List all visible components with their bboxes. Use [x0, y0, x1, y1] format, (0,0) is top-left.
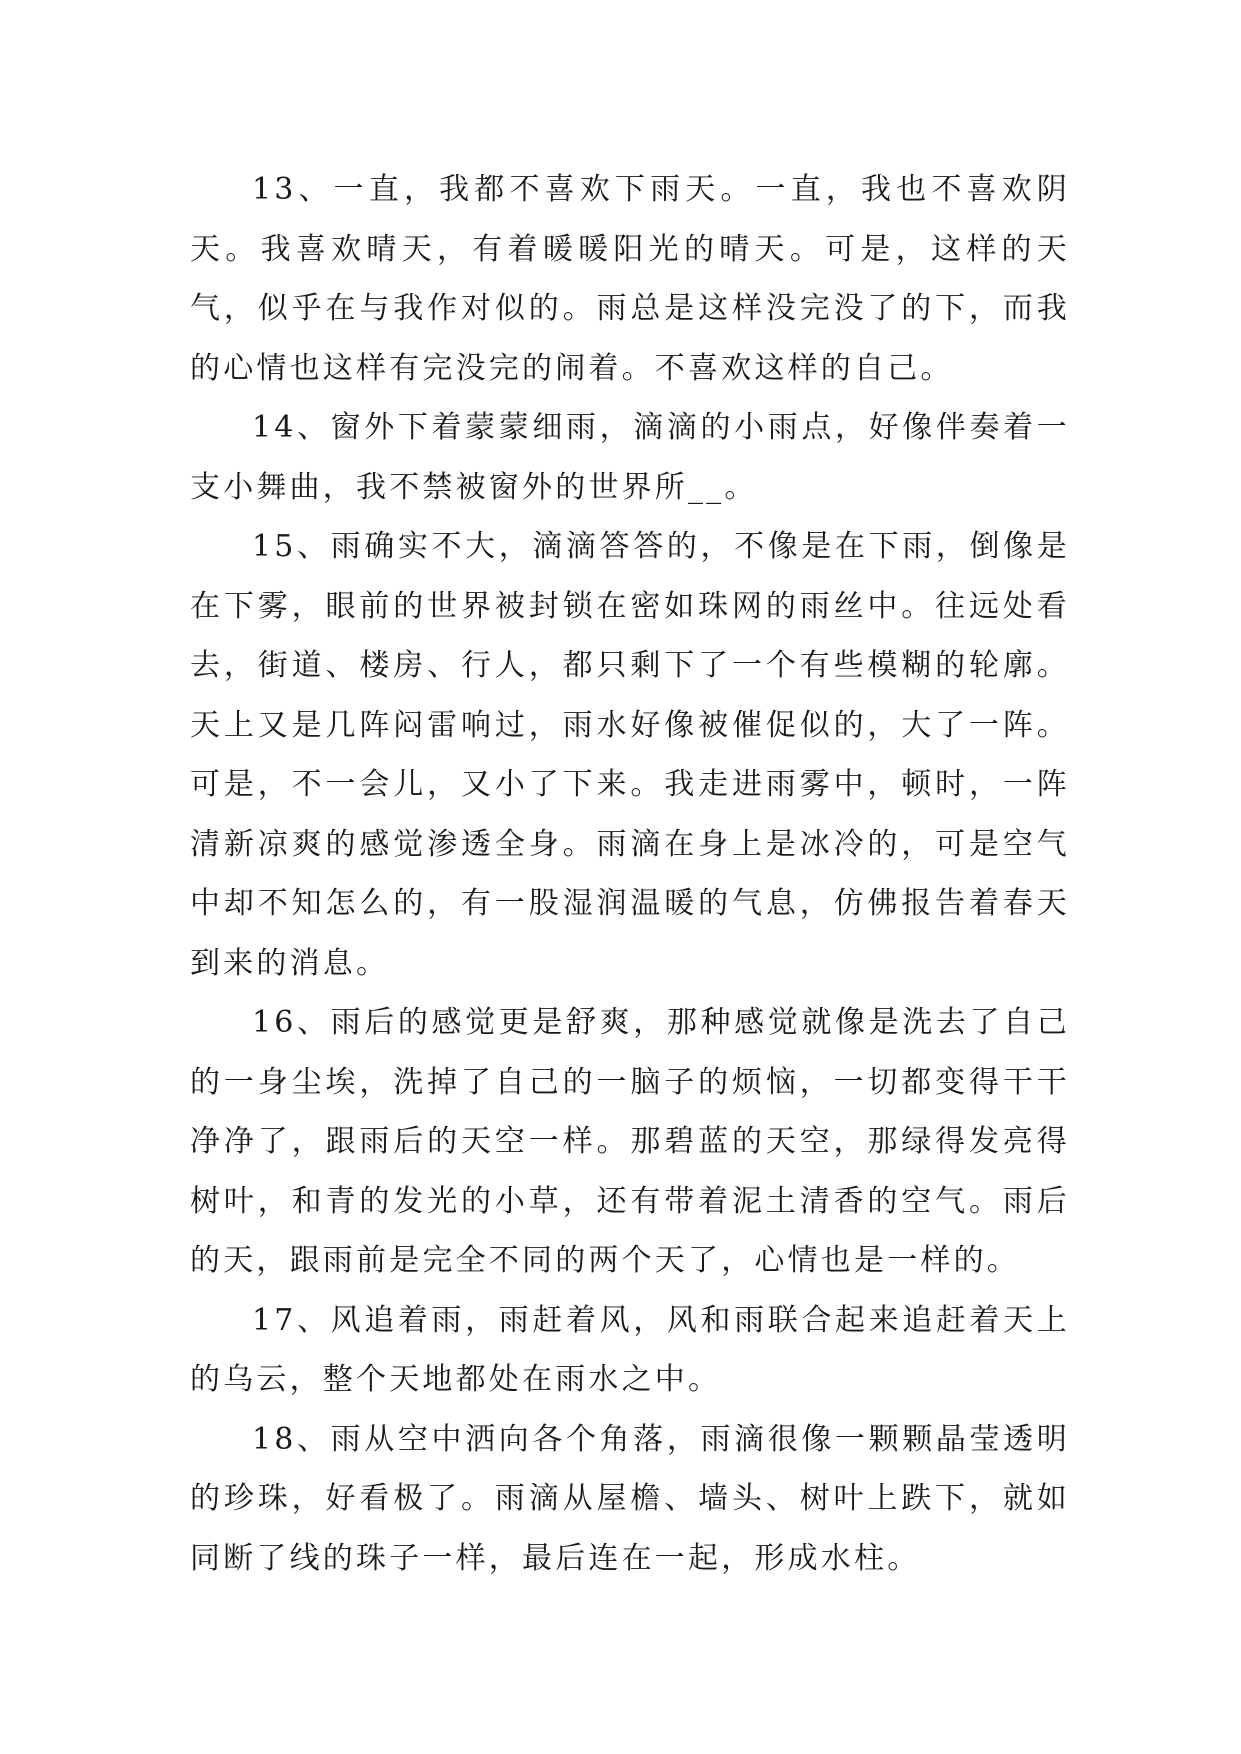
paragraph-17: 17、风追着雨，雨赶着风，风和雨联合起来追赶着天上的乌云，整个天地都处在雨水之中。: [190, 1302, 1070, 1397]
paragraph-15: 15、雨确实不大，滴滴答答的，不像是在下雨，倒像是在下雾，眼前的世界被封锁在密如珠网的雨丝中。往远处看去，街道、楼房、行人，都只剩下了一个有些模糊的轮廓。天上又是几阵闷雷响过，雨水好像被催促似的，大了一阵。可是，不一会儿，又小了下来。我走进雨雾中，顿时，一阵清新凉爽的感觉渗透全身。雨滴在身上是冰冷的，可是空气中却不知怎么的，有一股湿润温暖的气息，仿佛报告着春天到来的消息。: [190, 529, 1070, 981]
paragraph-18: 18、雨从空中洒向各个角落，雨滴很像一颗颗晶莹透明的珍珠，好看极了。雨滴从屋檐、墙头、树叶上跌下，就如同断了线的珠子一样，最后连在一起，形成水柱。: [190, 1421, 1070, 1576]
paragraph-14: 14、窗外下着蒙蒙细雨，滴滴的小雨点，好像伴奏着一支小舞曲，我不禁被窗外的世界所__。: [190, 410, 1070, 505]
paragraph-16: 16、雨后的感觉更是舒爽，那种感觉就像是洗去了自己的一身尘埃，洗掉了自己的一脑子的烦恼，一切都变得干干净净了，跟雨后的天空一样。那碧蓝的天空，那绿得发亮得树叶，和青的发光的小草，还有带着泥土清香的空气。雨后的天，跟雨前是完全不同的两个天了，心情也是一样的。: [190, 1005, 1070, 1278]
document-body: [190, 160, 1070, 1588]
paragraph-13: 13、一直，我都不喜欢下雨天。一直，我也不喜欢阴天。我喜欢晴天，有着暖暖阳光的晴天。可是，这样的天气，似乎在与我作对似的。雨总是这样没完没了的下，而我的心情也这样有完没完的闹着。不喜欢这样的自己。: [190, 172, 1070, 386]
